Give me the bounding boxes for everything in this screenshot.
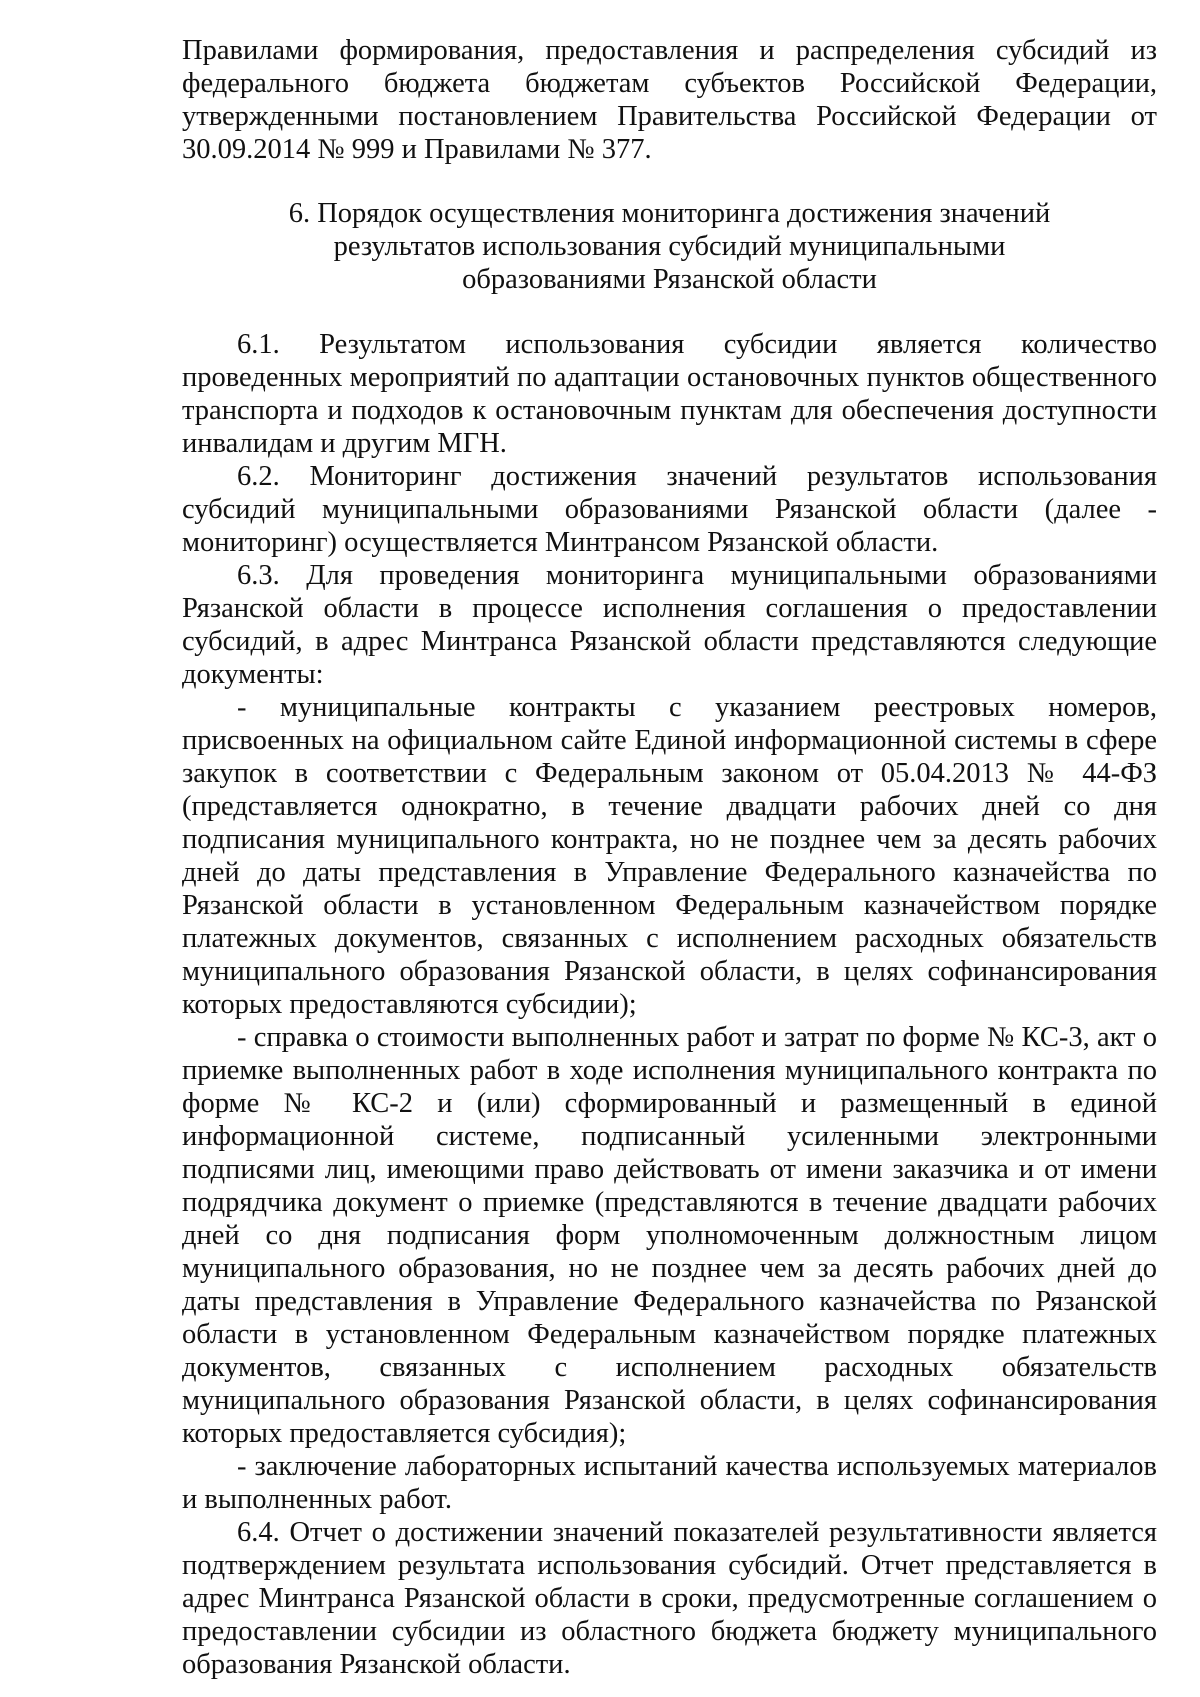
paragraph-6-3: 6.3. Для проведения мониторинга муниципальными образованиями Рязанской области в процессе исполнения соглашения о предоставлении субсидий, в адрес Минтранса Рязанской области представляются следующие документы: xyxy=(182,560,1157,690)
list-item-ks3-certificate: - справка о стоимости выполненных работ и затрат по форме № КС-3, акт о приемке выполненных работ в ходе исполнения муниципального контракта по форме № КС-2 и (или) сформированный и размещенный в единой информационной системе, подписанный усиленными электронными подписями лиц, имеющими право действовать от имени заказчика и от имени подрядчика документ о приемке (представляются в течение двадцати рабочих дней со дня подписания форм уполномоченным должностным лицом муниципального образования, но не позднее чем за десять рабочих дней до даты представления в Управление Федерального казначейства по Рязанской области в установленном Федеральным казначейством порядке платежных документов, связанных с исполнением расходных обязательств муниципального образования Рязанской области, в целях софинансирования которых предоставляется субсидия); xyxy=(182,1022,1157,1449)
section-heading xyxy=(182,197,1157,296)
document-page xyxy=(182,34,1157,1681)
list-item-contracts: - муниципальные контракты с указанием реестровых номеров, присвоенных на официальном сайте Единой информационной системы в сфере закупок в соответствии с Федеральным законом от 05.04.2013 № 44-ФЗ (представляется однократно, в течение двадцати рабочих дней со дня подписания муниципального контракта, но не позднее чем за десять рабочих дней до даты представления в Управление Федерального казначейства по Рязанской области в установленном Федеральным казначейством порядке платежных документов, связанных с исполнением расходных обязательств муниципального образования Рязанской области, в целях софинансирования которых предоставляются субсидии); xyxy=(182,692,1157,1020)
list-item-lab-conclusion: - заключение лабораторных испытаний качества используемых материалов и выполненных работ. xyxy=(182,1451,1157,1515)
section-heading-line-3: образованиями Рязанской области xyxy=(462,264,877,295)
section-heading-line-1: 6. Порядок осуществления мониторинга достижения значений xyxy=(288,198,1051,229)
paragraph-6-4: 6.4. Отчет о достижении значений показателей результативности является подтверждением результата использования субсидий. Отчет представляется в адрес Минтранса Рязанской области в сроки, предусмотренные соглашением о предоставлении субсидии из областного бюджета бюджету муниципального образования Рязанской области. xyxy=(182,1517,1157,1680)
paragraph-6-2: 6.2. Мониторинг достижения значений результатов использования субсидий муниципальными образованиями Рязанской области (далее - мониторинг) осуществляется Минтрансом Рязанской области. xyxy=(182,461,1157,558)
intro-paragraph: Правилами формирования, предоставления и распределения субсидий из федерального бюджета бюджетам субъектов Российской Федерации, утвержденными постановлением Правительства Российской Федерации от 30.09.2014 № 999 и Правилами № 377. xyxy=(182,35,1157,165)
paragraph-6-1: 6.1. Результатом использования субсидии является количество проведенных мероприятий по адаптации остановочных пунктов общественного транспорта и подходов к остановочным пунктам для обеспечения доступности инвалидам и другим МГН. xyxy=(182,329,1157,459)
section-heading-line-2: результатов использования субсидий муниципальными xyxy=(333,231,1006,262)
